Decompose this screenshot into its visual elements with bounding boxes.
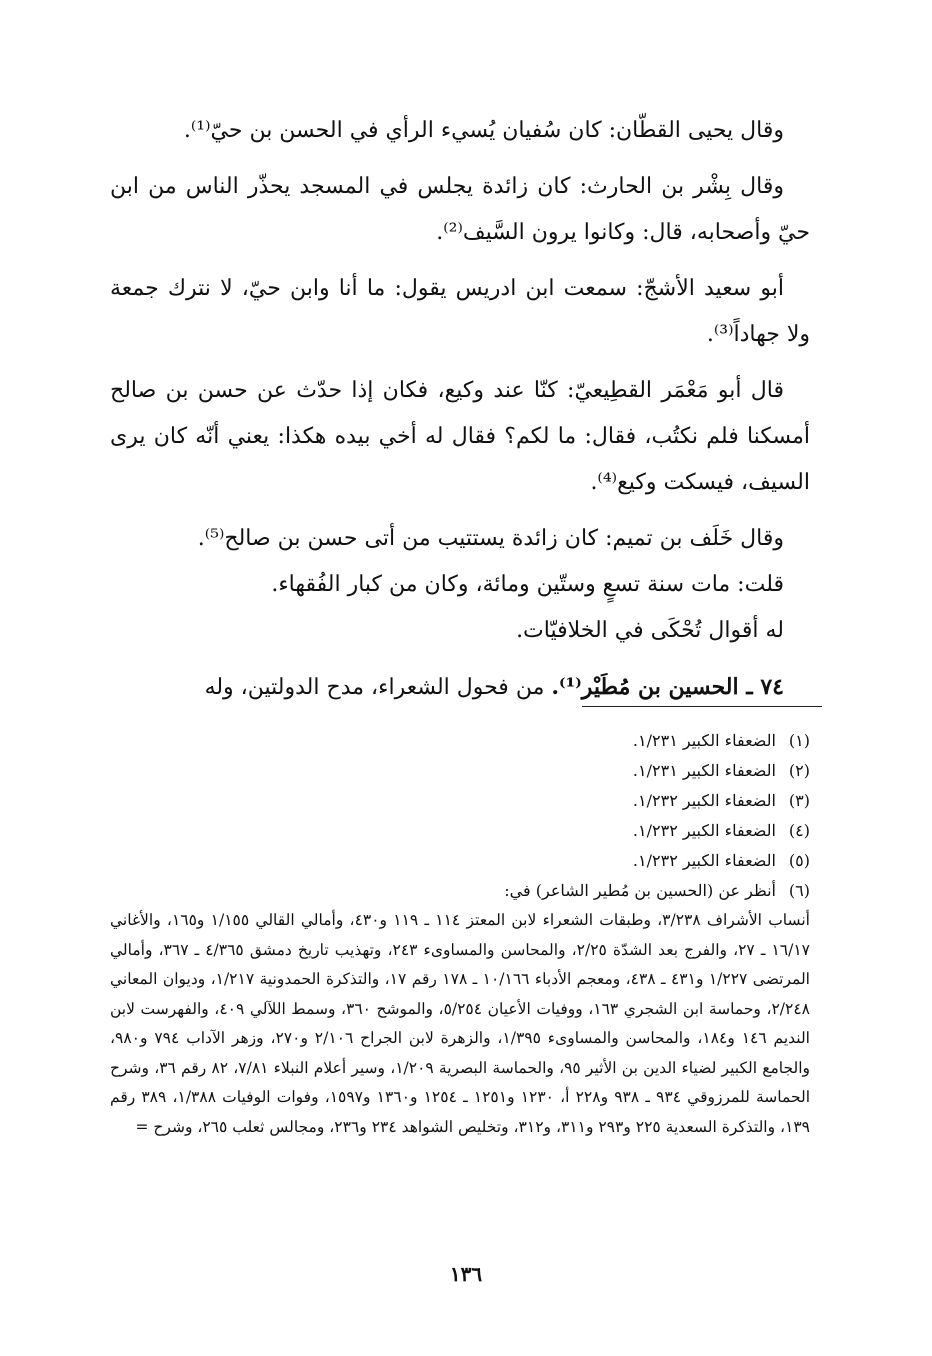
footnote-separator: [582, 706, 822, 707]
footnote-number: (٣): [788, 791, 810, 810]
footnote-number: (٦): [788, 881, 810, 900]
footnote-text: الضعفاء الكبير ١/٢٣١.: [632, 731, 776, 750]
footnote: [110, 816, 810, 846]
footnote: [110, 846, 810, 876]
biography-entry: [110, 664, 810, 711]
footnote-number: (٥): [788, 851, 810, 870]
footnote-text: الضعفاء الكبير ١/٢٣٢.: [632, 791, 776, 810]
footnote-text: الضعفاء الكبير ١/٢٣٢.: [632, 821, 776, 840]
footnote-number: (٢): [788, 761, 810, 780]
paragraph: قلت: مات سنة تسعٍ وستّين ومائة، وكان من كبار الفُقهاء.: [271, 572, 784, 597]
biography-text: من فحول الشعراء، مدح الدولتين، وله: [204, 675, 552, 700]
paragraph: وقال يحيى القطّان: كان سُفيان يُسيء الرأي في الحسن بن حيّ⁽¹⁾.: [183, 118, 784, 143]
paragraph: وقال خَلَف بن تميم: كان زائدة يستتيب من أتى حسن بن صالح⁽⁵⁾.: [197, 526, 784, 551]
footnote: [110, 756, 810, 786]
footnote: [110, 726, 810, 756]
biography-name: ٧٤ ـ الحسين بن مُطَيْر⁽¹⁾.: [551, 674, 784, 700]
main-text: [110, 108, 810, 721]
footnote-number: (٤): [788, 821, 810, 840]
footnote-text: الضعفاء الكبير ١/٢٣١.: [632, 761, 776, 780]
footnotes: [110, 726, 810, 1142]
paragraph: قال أبو مَعْمَر القطِيعيّ: كنّا عند وكيع، فكان إذا حدّث عن حسن بن صالح أمسكنا فلم نكتُب، فقال: ما لكم؟ فقال له أخي بيده هكذا: يعني أنّه كان يرى السيف، فيسكت وكيع⁽⁴⁾.: [110, 378, 810, 495]
paragraph: وقال بِشْر بن الحارث: كان زائدة يجلس في المسجد يحذّر الناس من ابن حيّ وأصحابه، قال: وكانوا يرون السَّيف⁽²⁾.: [110, 174, 810, 245]
footnote-references: أنساب الأشراف ٣/٢٣٨، وطبقات الشعراء لابن المعتز ١١٤ ـ ١١٩ و٤٣٠، وأمالي القالي ١/١٥٥ و١٦٥، والأغاني ١٦/١٧ ـ ٢٧، والفرج بعد الشدّة ٢/٢٥، والمحاسن والمساوىء ٢٤٣، وتهذيب تاريخ دمشق ٤/٣٦٥ ـ ٣٦٧، وأمالي المرتضى ١/٢٢٧ و٤٣١ ـ ٤٣٨، ومعجم الأدباء ١٠/١٦٦ ـ ١٧٨ رقم ١٧، والتذكرة الحمدونية ١/٢١٧، وديوان المعاني ٢/٢٤٨، وحماسة ابن الشجري ١٦٣، ووفيات الأعيان ٥/٢٥٤، والموشح ٣٦٠، وسمط اللآلي ٤٠٩، والفهرست لابن النديم ١٤٦ و١٨٤، والمحاسن والمساوىء ١/٣٩٥، والزهرة لابن الجراح ٢/١٠٦ و٢٧٠، وزهر الآداب ٧٩٤ و٩٨٠، والجامع الكبير لضياء الدين بن الأثير ٩٥، والحماسة البصرية ١/٢٠٩، وسير أعلام النبلاء ٧/٨١، ٨٢ رقم ٣٦، وشرح الحماسة للمرزوقي ٩٣٤ ـ ٩٣٨ و٢٢٨ أ، ١٢٣٠ و١٢٥١ ـ ١٢٥٤ و١٣٦٠ و١٥٩٧، وفوات الوفيات ١/٣٨٨، ٣٨٩ رقم ١٣٩، والتذكرة السعدية ٢٢٥ و٢٩٣ و٣١١، و٣١٢، وتخليص الشواهد ٢٣٤ و٢٣٦، ومجالس ثعلب ٢٦٥، وشرح =: [110, 911, 811, 1136]
paragraph: أبو سعيد الأشجّ: سمعت ابن ادريس يقول: ما أنا وابن حيّ، لا نترك جمعة ولا جهاداً⁽³⁾.: [110, 276, 810, 347]
footnote-number: (١): [788, 731, 810, 750]
footnote: [110, 786, 810, 816]
footnote-text: الضعفاء الكبير ١/٢٣٢.: [632, 851, 776, 870]
paragraph: له أقوال تُحْكَى في الخلافيّات.: [516, 618, 784, 643]
footnote: [110, 876, 810, 906]
footnote-text: أنظر عن (الحسين بن مُطير الشاعر) في:: [504, 881, 776, 900]
page-number: ١٣٦: [449, 1262, 483, 1286]
